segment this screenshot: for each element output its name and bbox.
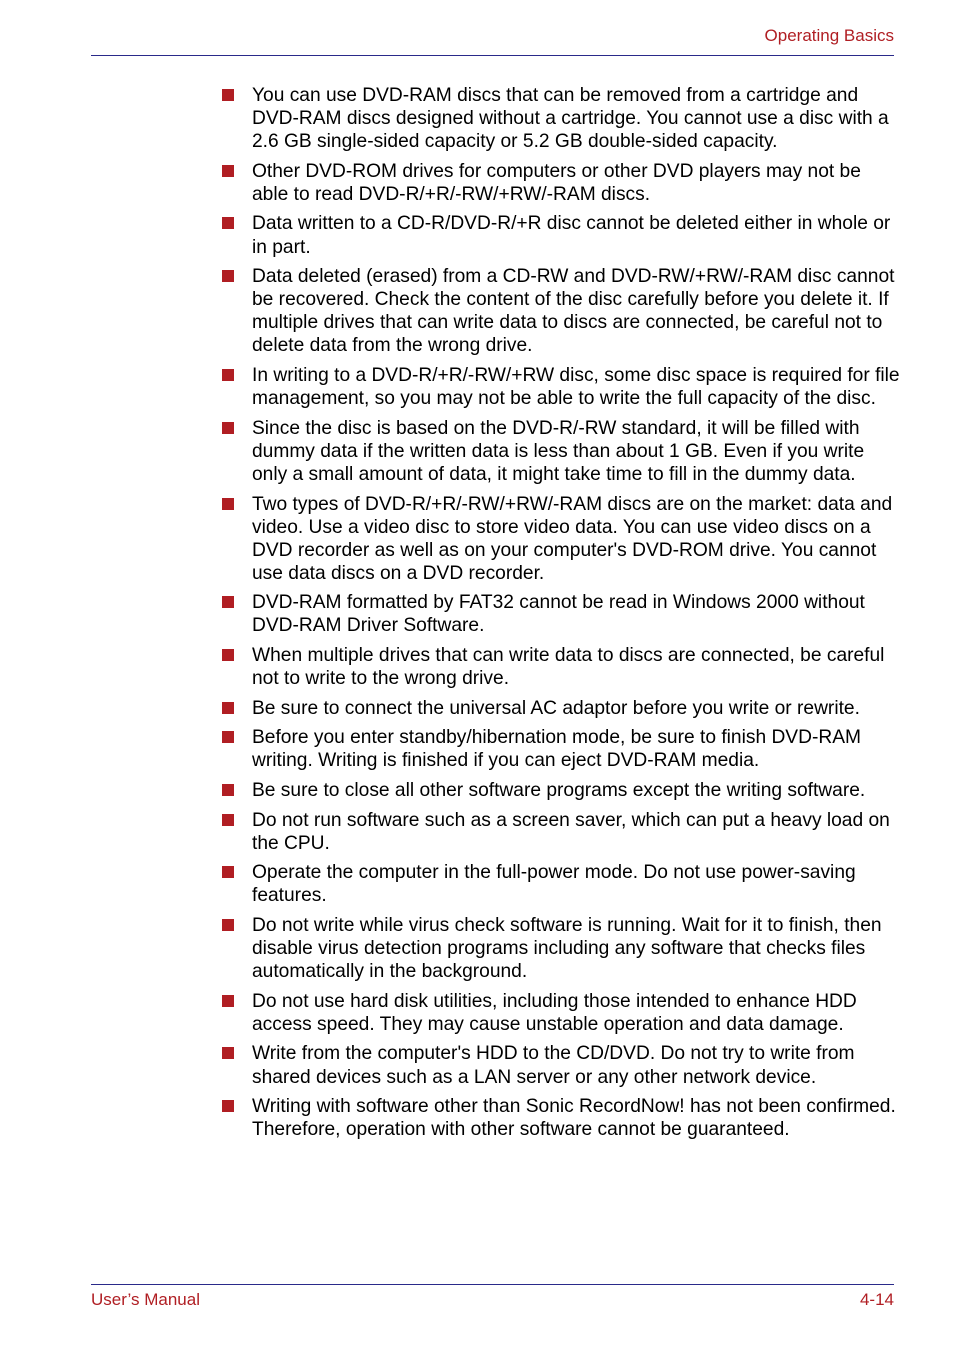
square-bullet-icon <box>222 995 234 1007</box>
square-bullet-icon <box>222 866 234 878</box>
list-item <box>220 809 900 855</box>
square-bullet-icon <box>222 422 234 434</box>
square-bullet-icon <box>222 596 234 608</box>
list-item-text: Operate the computer in the full-power mode. Do not use power-saving features. <box>252 862 856 907</box>
square-bullet-icon <box>222 702 234 714</box>
list-item <box>220 212 900 258</box>
list-item <box>220 84 900 153</box>
list-item-text: In writing to a DVD-R/+R/-RW/+RW disc, some disc space is required for file management, so you may not be able to write the full capacity of the disc. <box>252 365 900 410</box>
footer-divider <box>91 1284 894 1285</box>
page-number: 4-14 <box>859 1290 894 1309</box>
list-item <box>220 644 900 690</box>
header-divider <box>91 55 894 56</box>
square-bullet-icon <box>222 649 234 661</box>
list-item-text: When multiple drives that can write data to discs are connected, be careful not to write to the wrong drive. <box>252 645 885 690</box>
list-item-text: Two types of DVD-R/+R/-RW/+RW/-RAM discs are on the market: data and video. Use a video disc to store video data. You can use video discs on a DVD recorder as well as on your computer's DVD-ROM drive. You cannot use data discs on a DVD recorder. <box>252 493 893 584</box>
list-item-text: Other DVD-ROM drives for computers or other DVD players may not be able to read DVD-R/+R/-RW/+RW/-RAM discs. <box>252 160 861 205</box>
square-bullet-icon <box>222 369 234 381</box>
list-item-text: Do not write while virus check software is running. Wait for it to finish, then disable virus detection programs including any software that checks files automatically in the background. <box>252 915 882 983</box>
square-bullet-icon <box>222 217 234 229</box>
list-item-text: You can use DVD-RAM discs that can be removed from a cartridge and DVD-RAM discs designed without a cartridge. You cannot use a disc with a 2.6 GB single-sided capacity or 5.2 GB double-sided capacity. <box>252 85 889 153</box>
square-bullet-icon <box>222 814 234 826</box>
list-item <box>220 990 900 1036</box>
list-item <box>220 779 900 802</box>
square-bullet-icon <box>222 919 234 931</box>
section-title: Operating Basics <box>764 26 894 45</box>
list-item <box>220 417 900 486</box>
list-item <box>220 914 900 983</box>
list-item-text: Data deleted (erased) from a CD-RW and DVD-RW/+RW/-RAM disc cannot be recovered. Check the content of the disc carefully before you delete it. If multiple drives that can write data to discs are connected, be careful not to delete data from the wrong drive. <box>252 266 895 357</box>
list-item-text: Before you enter standby/hibernation mode, be sure to finish DVD-RAM writing. Writing is finished if you can eject DVD-RAM media. <box>252 727 861 772</box>
square-bullet-icon <box>222 1047 234 1059</box>
list-item <box>220 1095 900 1141</box>
square-bullet-icon <box>222 1100 234 1112</box>
list-item <box>220 591 900 637</box>
bullet-list <box>220 84 900 1148</box>
manual-title: User’s Manual <box>91 1290 200 1309</box>
list-item <box>220 265 900 357</box>
list-item-text: Write from the computer's HDD to the CD/DVD. Do not try to write from shared devices such as a LAN server or any other network device. <box>252 1043 855 1088</box>
list-item-text: Do not use hard disk utilities, including those intended to enhance HDD access speed. They may cause unstable operation and data damage. <box>252 990 857 1035</box>
list-item <box>220 493 900 585</box>
list-item-text: Writing with software other than Sonic RecordNow! has not been confirmed. Therefore, operation with other software cannot be guaranteed. <box>252 1096 896 1141</box>
square-bullet-icon <box>222 165 234 177</box>
square-bullet-icon <box>222 498 234 510</box>
square-bullet-icon <box>222 784 234 796</box>
list-item-text: Be sure to connect the universal AC adaptor before you write or rewrite. <box>252 697 860 719</box>
list-item <box>220 1042 900 1088</box>
list-item-text: DVD-RAM formatted by FAT32 cannot be read in Windows 2000 without DVD-RAM Driver Software. <box>252 592 865 637</box>
list-item-text: Be sure to close all other software programs except the writing software. <box>252 780 866 802</box>
list-item-text: Data written to a CD-R/DVD-R/+R disc cannot be deleted either in whole or in part. <box>252 213 891 258</box>
list-item-text: Do not run software such as a screen saver, which can put a heavy load on the CPU. <box>252 809 890 854</box>
list-item <box>220 160 900 206</box>
square-bullet-icon <box>222 270 234 282</box>
list-item <box>220 726 900 772</box>
list-item-text: Since the disc is based on the DVD-R/-RW standard, it will be filled with dummy data if the written data is less than about 1 GB. Even if you write only a small amount of data, it might take time to fill in the dummy data. <box>252 417 865 485</box>
list-item <box>220 364 900 410</box>
square-bullet-icon <box>222 731 234 743</box>
list-item <box>220 861 900 907</box>
square-bullet-icon <box>222 89 234 101</box>
list-item <box>220 697 900 720</box>
